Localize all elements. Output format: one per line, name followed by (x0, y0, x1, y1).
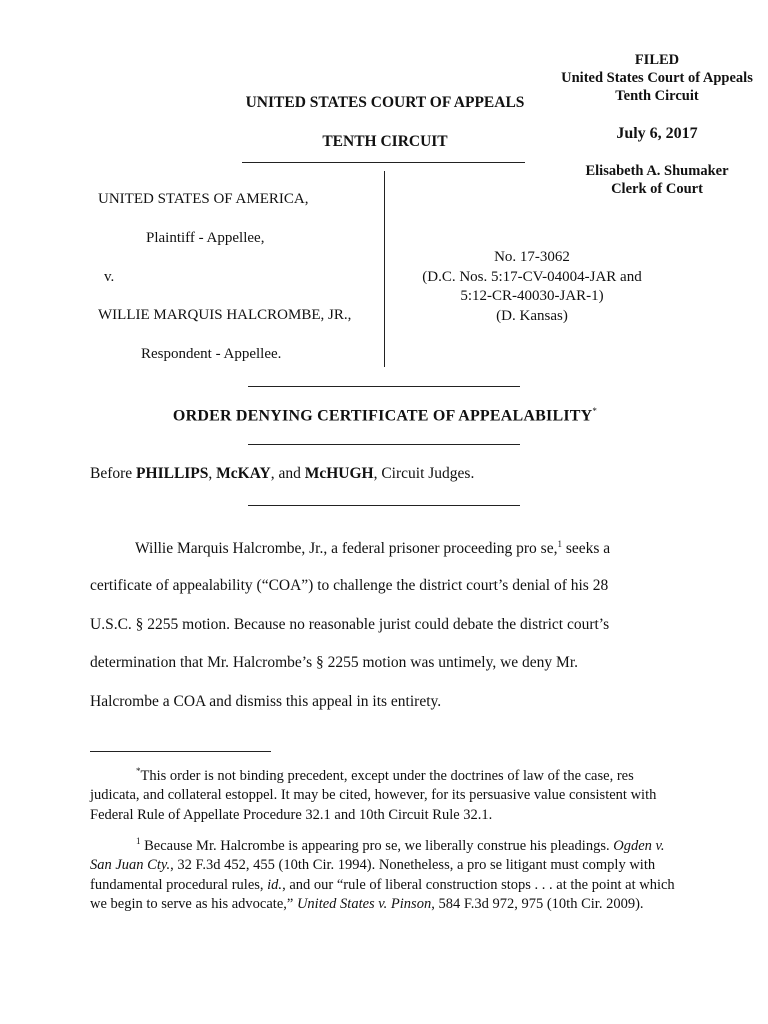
respondent-name: WILLIE MARQUIS HALCROMBE, JR., (98, 307, 352, 323)
case-info (392, 248, 672, 326)
circuit-title: TENTH CIRCUIT (322, 133, 448, 150)
panel-sep1: , (208, 465, 217, 482)
body-line-1-text: Willie Marquis Halcrombe, Jr., a federal prisoner proceeding pro se, (135, 540, 558, 558)
clerk-name: Elisabeth A. Shumaker (585, 163, 729, 179)
plaintiff-role: Plaintiff - Appellee, (146, 230, 265, 246)
panel-suffix: , Circuit Judges. (373, 465, 475, 482)
footnote-1-marker: 1 (136, 836, 141, 846)
panel-sep2: , and (270, 465, 305, 482)
filed-date: July 6, 2017 (616, 125, 698, 142)
citation-pinson: United States v. Pinson (296, 896, 432, 913)
caption-divider (384, 171, 385, 367)
body-line-4: determination that Mr. Halcrombe’s § 2255 motion was untimely, we deny Mr. (90, 654, 579, 671)
footnote-1-text-d: , 584 F.3d 972, 975 (10th Cir. 2009). (431, 896, 644, 913)
judge-mchugh: McHUGH (304, 465, 374, 482)
footnote-1-text-a: Because Mr. Halcrombe is appearing pro se, we liberally construe his pleadings. (140, 837, 614, 854)
header-divider (242, 162, 525, 163)
citation-id: id. (267, 876, 283, 893)
body-line-2: certificate of appealability (“COA”) to challenge the district court’s denial of his 28 (90, 577, 609, 594)
footnote-star-marker: * (136, 766, 141, 776)
court-title: UNITED STATES COURT OF APPEALS (245, 94, 525, 111)
judge-mckay: McKAY (216, 465, 271, 482)
filed-circuit: Tenth Circuit (615, 88, 699, 104)
order-title (90, 406, 680, 425)
order-title-rule (248, 444, 520, 445)
filed-status: FILED (634, 52, 680, 68)
footnote-1-text-b: , 32 F.3d 452, 455 (10th Cir. 1994). Nonetheless, a pro se litigant must comply with fundamental procedural rules, (90, 857, 656, 893)
respondent-role: Respondent - Appellee. (141, 346, 282, 362)
judge-phillips: PHILLIPS (136, 465, 209, 482)
case-number: No. 17-3062 (494, 249, 570, 265)
plaintiff-name: UNITED STATES OF AMERICA, (98, 191, 309, 207)
panel-line (90, 465, 474, 483)
body-line-5: Halcrombe a COA and dismiss this appeal in its entirety. (90, 693, 442, 710)
footnote-1-ref: 1 (557, 539, 562, 549)
footnote-star (90, 762, 675, 825)
filed-court: United States Court of Appeals (561, 70, 753, 86)
clerk-block (548, 162, 766, 198)
citation-ogden: Ogden v. San Juan Cty. (90, 837, 665, 874)
district: (D. Kansas) (496, 307, 568, 324)
body-line-3: U.S.C. § 2255 motion. Because no reasonable jurist could debate the district court’s (90, 616, 610, 633)
footnote-1 (90, 832, 675, 915)
caption-bottom-rule (248, 386, 520, 387)
footnote-1-text-c: , and our “rule of liberal construction stops . . . at the point at which we begin to serve as his advocate,” (90, 876, 675, 913)
order-title-footnote-marker: * (592, 406, 598, 416)
dc-numbers-line1: (D.C. Nos. 5:17-CV-04004-JAR and (422, 268, 642, 285)
versus: v. (104, 269, 115, 285)
footnote-separator (90, 751, 271, 752)
dc-numbers-line2: 5:12-CR-40030-JAR-1) (460, 288, 604, 304)
footnote-star-text: This order is not binding precedent, except under the doctrines of law of the case, res judicata, and collateral estoppel. It may be cited, however, for its persuasive value consistent with Federal Rule of Appellate Procedure 32.1 and 10th Circuit Rule 32.1. (90, 767, 657, 823)
body-line-1 (135, 539, 610, 558)
panel-rule (248, 505, 520, 506)
clerk-title: Clerk of Court (611, 181, 703, 197)
body-line-1-tail: seeks a (561, 540, 611, 558)
order-title-text: ORDER DENYING CERTIFICATE OF APPEALABILITY (172, 407, 593, 425)
panel-before: Before (90, 465, 137, 482)
